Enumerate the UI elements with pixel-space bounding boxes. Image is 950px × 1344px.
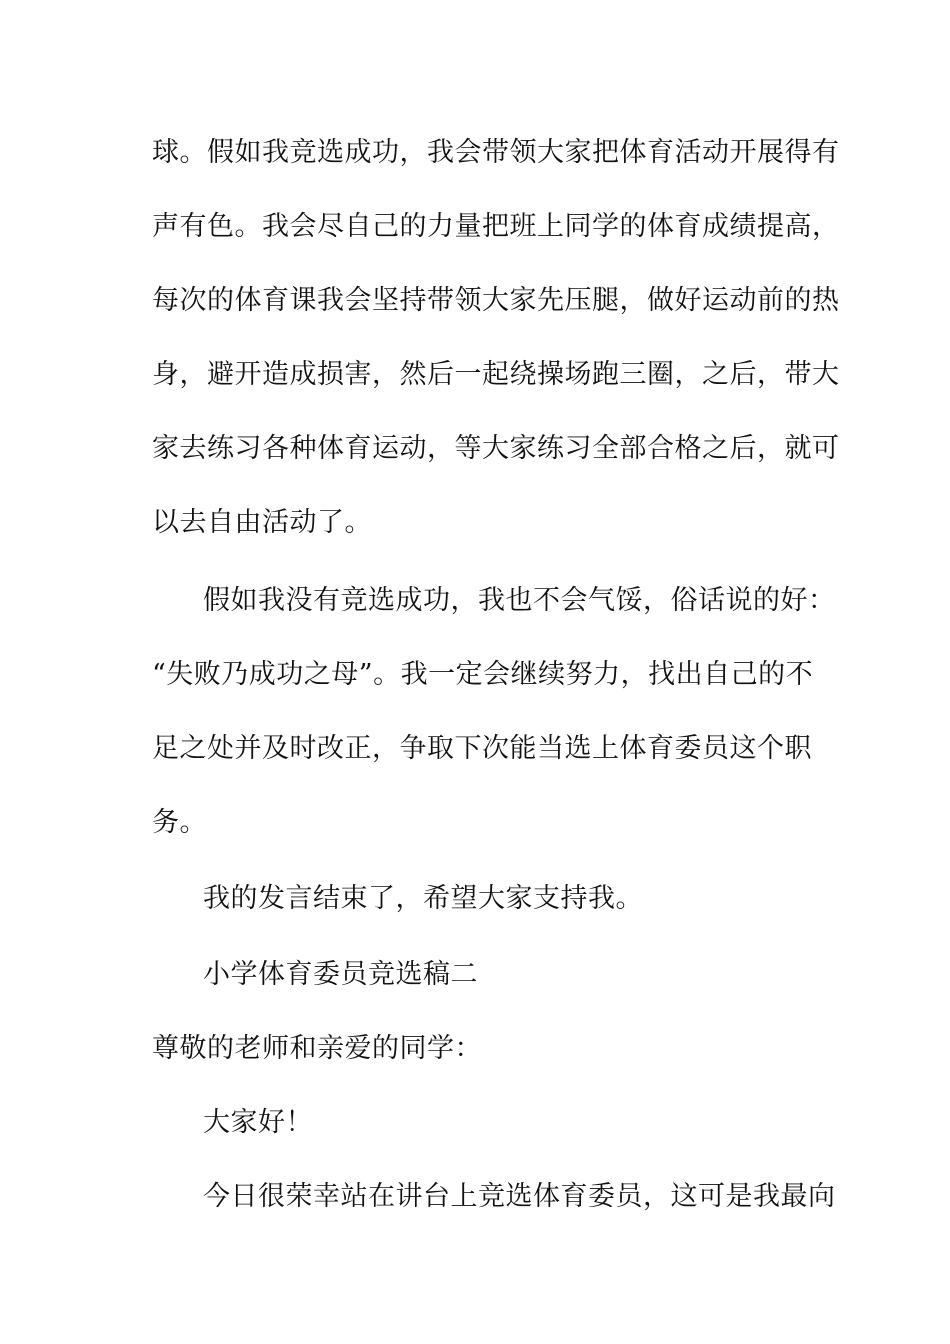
paragraph-line-7: 假如我没有竞选成功，我也不会气馁，俗话说的好：	[203, 585, 836, 616]
paragraph-line-15: 今日很荣幸站在讲台上竞选体育委员，这可是我最向	[203, 1181, 836, 1212]
paragraph-line-4: 身，避开造成损害，然后一起绕操场跑三圈，之后，带大	[152, 359, 840, 390]
closing-line: 我的发言结束了，希望大家支持我。	[203, 883, 643, 914]
section-title: 小学体育委员竞选稿二	[203, 959, 478, 990]
paragraph-line-1: 球。假如我竞选成功，我会带领大家把体育活动开展得有	[152, 137, 840, 168]
paragraph-line-6: 以去自由活动了。	[152, 507, 372, 538]
greeting: 大家好！	[203, 1107, 313, 1138]
paragraph-line-8: “失败乃成功之母”。我一定会继续努力，找出自己的不	[152, 659, 814, 690]
paragraph-line-9: 足之处并及时改正，争取下次能当选上体育委员这个职	[152, 733, 812, 764]
paragraph-line-5: 家去练习各种体育运动，等大家练习全部合格之后，就可	[152, 433, 840, 464]
paragraph-line-3: 每次的体育课我会坚持带领大家先压腿，做好运动前的热	[152, 285, 840, 316]
paragraph-line-2: 声有色。我会尽自己的力量把班上同学的体育成绩提高，	[152, 211, 840, 242]
salutation: 尊敬的老师和亲爱的同学：	[152, 1033, 482, 1064]
paragraph-line-10: 务。	[152, 807, 207, 838]
